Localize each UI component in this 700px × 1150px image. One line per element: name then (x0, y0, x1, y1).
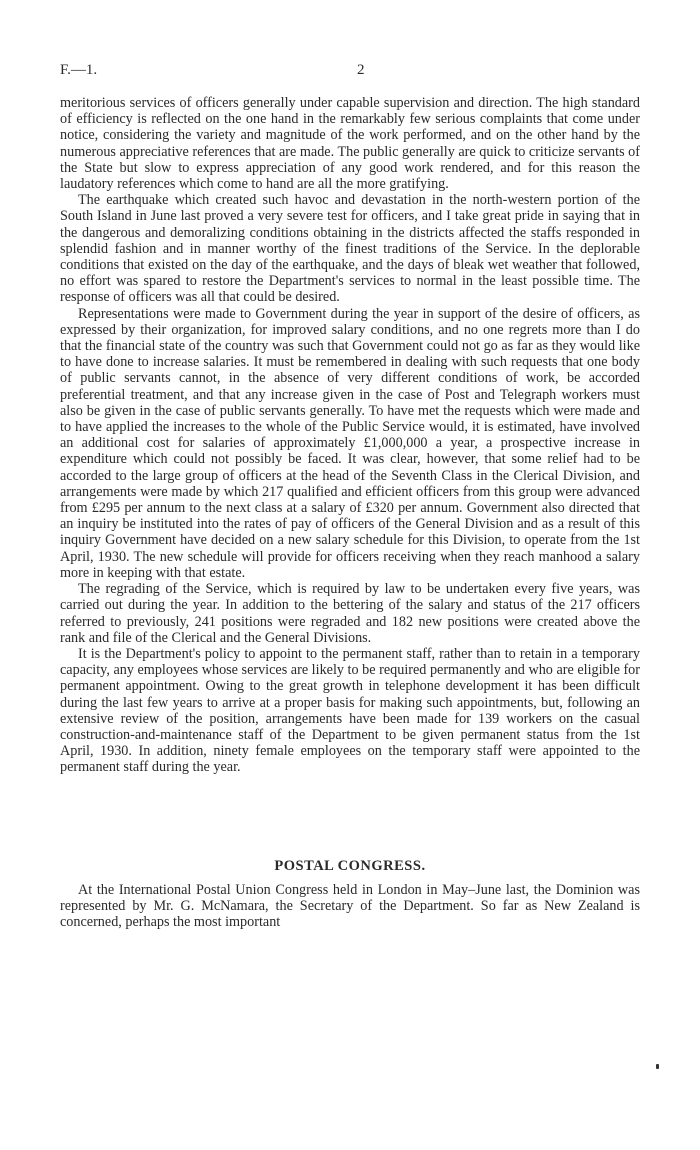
page-header (60, 62, 640, 82)
paragraph-continuation: meritorious services of officers generally under capable supervision and direction. The high standard of efficiency is reflected on the one hand in the remarkably few serious complaints that come under notice, considering the variety and magnitude of the work performed, and on the other hand by the numerous appreciative references that are made. The public generally are quick to criticize servants of the State but slow to express appreciation of any good work rendered, and for this reason the laudatory references which come to hand are all the more gratifying. (60, 95, 640, 193)
paragraph-regrading: The regrading of the Service, which is required by law to be undertaken every five years, was carried out during the year. In addition to the bettering of the salary and status of the 217 officers referred to previously, 241 positions were regraded and 182 new positions were created above the rank and file of the Clerical and the General Divisions. (60, 581, 640, 646)
paragraph-salary-representations: Representations were made to Government during the year in support of the desire of officers, as expressed by their organization, for improved salary conditions, and no one regrets more than I do that the financial state of the country was such that Government could not go as far as they would like to have done to increase salaries. It must be remembered in dealing with such requests that one body of public servants cannot, in the absence of very different conditions of work, be accorded preferential treatment, and that any increase given in the case of Post and Telegraph workers must also be given in the case of public servants generally. To have met the requests which were made and to have applied the increases to the whole of the Public Service would, it is estimated, have involved an additional cost for salaries of approximately £1,000,000 a year, a prospective increase in expenditure which could not possibly be faced. It was clear, however, that some relief had to be accorded to the large group of officers at the head of the Seventh Class in the Clerical Division, and arrangements were made by which 217 qualified and efficient officers from this group were advanced from £295 per annum to the next class at a salary of £320 per annum. Government also directed that an inquiry be instituted into the rates of pay of officers of the General Division and as a result of this inquiry Government have decided on a new salary schedule for this Division, to operate from the 1st April, 1930. The new schedule will provide for officers receiving when they reach manhood a salary more in keeping with that estate. (60, 305, 640, 581)
section-heading: POSTAL CONGRESS. (274, 858, 426, 874)
paragraph-permanent-staff: It is the Department's policy to appoint to the permanent staff, rather than to retain in a temporary capacity, any employees whose services are likely to be required permanently and who are eligible for permanent appointment. Owing to the great growth in telephone development it has been difficult during the last few years to arrive at a proper basis for making such appointments, but, following an extensive review of the position, arrangements have been made for 139 workers on the casual construction-and-maintenance staff of the Department to be given permanent status from the 1st April, 1930. In addition, ninety female employees on the temporary staff were appointed to the permanent staff during the year. (60, 645, 640, 776)
section-paragraph: At the International Postal Union Congress held in London in May–June last, the Dominion was represented by Mr. G. McNamara, the Secretary of the Department. So far as New Zealand is concerned, perhaps the most important (60, 882, 640, 931)
ink-speck (656, 1064, 659, 1069)
document-code: F.—1. (60, 62, 98, 78)
body-text (60, 95, 640, 776)
paragraph-earthquake: The earthquake which created such havoc and devastation in the north-western portion of the South Island in June last proved a very severe test for officers, and I take great pride in saying that in the dangerous and demoralizing conditions obtaining in the districts affected the staffs responded in splendid fashion and in manner worthy of the finest traditions of the Service. In the deplorable conditions that existed on the day of the earthquake, and the days of bleak wet weather that followed, no effort was spared to restore the Department's services to normal in the least possible time. The response of officers was all that could be desired. (60, 192, 640, 306)
page-number: 2 (357, 62, 365, 78)
